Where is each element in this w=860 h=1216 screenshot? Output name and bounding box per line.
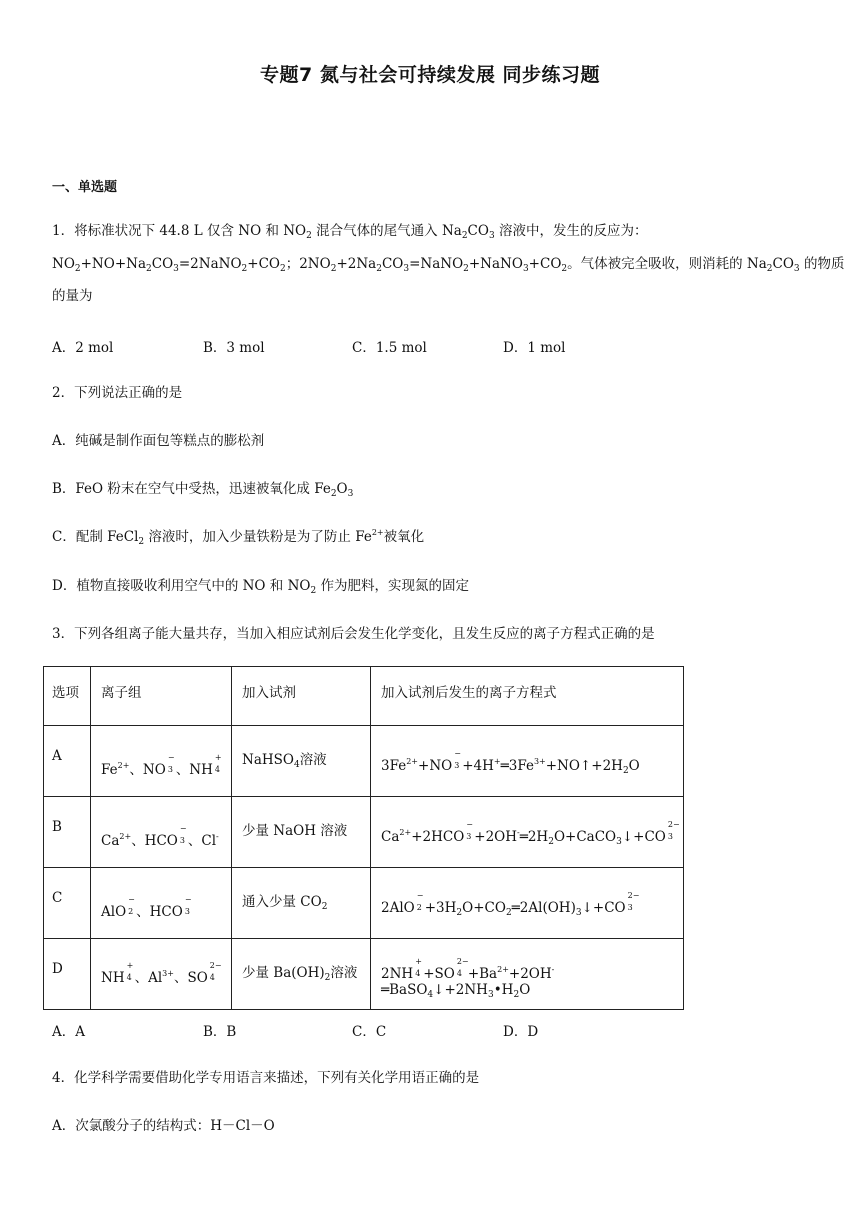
page-title: 专题7 氮与社会可持续发展 同步练习题 bbox=[260, 64, 600, 86]
q2-stem: 2．下列说法正确的是 bbox=[52, 385, 183, 401]
header-ion-group: 离子组 bbox=[101, 685, 142, 701]
row-a-reagent: NaHSO$_4$溶液 bbox=[242, 752, 327, 770]
q1-option-b: B．3 mol bbox=[203, 340, 265, 356]
q3-table bbox=[43, 666, 684, 1010]
q1-option-a: A．2 mol bbox=[52, 340, 114, 356]
q4-stem: 4．化学科学需要借助化学专用语言来描述，下列有关化学用语正确的是 bbox=[52, 1070, 480, 1086]
section-heading: 一、单选题 bbox=[52, 180, 118, 195]
row-b-equation: $Ca^{2+}+2HCO$ − 3 $+2OH^-═2H_2O+CaCO_3↓+CO$ 2− 3 bbox=[381, 820, 680, 847]
row-d-equation: 2NH + 4 +SO 2− 4 $+Ba^{2+}+2OH^-═BaSO_4↓+2NH_3•H_2O$ bbox=[381, 957, 555, 1000]
q2-option-a: A．纯碱是制作面包等糕点的膨松剂 bbox=[52, 433, 265, 449]
q3-option-c: C．C bbox=[352, 1024, 387, 1040]
q2-option-b: B．FeO 粉末在空气中受热，迅速被氧化成 $Fe_2O_3$ bbox=[52, 481, 354, 499]
q2-option-d: D．植物直接吸收利用空气中的 NO 和 $NO_2$ 作为肥料，实现氮的固定 bbox=[52, 578, 469, 596]
row-d-reagent: 少量 $Ba(OH)_2$溶液 bbox=[242, 965, 358, 983]
row-c-ions: AlO − 2 、HCO − 3 bbox=[101, 895, 192, 920]
q1-line3: 的量为 bbox=[52, 288, 93, 304]
q1-option-d: D．1 mol bbox=[503, 340, 566, 356]
q3-option-a: A．A bbox=[52, 1024, 85, 1040]
row-a-equation: $3Fe^{2+}+NO$ − 3 $+4H^+═3Fe^{3+}+NO↑+2H_2O$ bbox=[381, 749, 640, 776]
q2-option-c: C．配制 FeCl$_2$ 溶液时，加入少量铁粉是为了防止 $Fe^{2+}$被氧化 bbox=[52, 528, 425, 547]
table-row bbox=[44, 868, 684, 939]
q1-line1: 1．将标准状况下 44.8 L 仅含 NO 和 $NO_2$ 混合气体的尾气通入 $Na_2CO_3$ 溶液中，发生的反应为： bbox=[52, 223, 648, 241]
table-row bbox=[44, 726, 684, 797]
row-d-ions: NH + 4 、$Al^{3+}$、SO 2− 4 bbox=[101, 961, 222, 986]
table-row bbox=[44, 939, 684, 1010]
row-c-reagent: 通入少量 $CO_2$ bbox=[242, 894, 328, 912]
row-c-equation: 2AlO − 2 $+3H_2O+CO_2═2Al(OH)_3↓+CO$ 2− 3 bbox=[381, 891, 640, 918]
row-c-option: C bbox=[52, 890, 63, 906]
q3-stem: 3．下列各组离子能大量共存，当加入相应试剂后会发生化学变化，且发生反应的离子方程式正确的是 bbox=[52, 626, 655, 642]
row-b-option: B bbox=[52, 819, 62, 835]
q1-option-c: C．1.5 mol bbox=[352, 340, 427, 356]
row-a-ions: $Fe^{2+}$、NO − 3 、NH + 4 bbox=[101, 753, 222, 778]
q4-option-a: A．次氯酸分子的结构式：H－Cl－O bbox=[52, 1118, 275, 1134]
header-reagent: 加入试剂 bbox=[242, 685, 296, 701]
q3-option-b: B．B bbox=[203, 1024, 237, 1040]
row-b-ions: $Ca^{2+}$、HCO − 3 、Cl- bbox=[101, 824, 219, 849]
row-a-option: A bbox=[52, 748, 62, 764]
row-d-option: D bbox=[52, 961, 63, 977]
table-row bbox=[44, 797, 684, 868]
q1-line2: $NO_2+NO+Na_2CO_3=2NaNO_2+CO_2$；$2NO_2+2Na_2CO_3=NaNO_2+NaNO_3+CO_2$。气体被完全吸收，则消耗的 $Na_2CO_3$ 的物质 bbox=[52, 256, 845, 274]
table-header-row bbox=[44, 667, 684, 726]
header-equation: 加入试剂后发生的离子方程式 bbox=[381, 685, 557, 701]
header-option: 选项 bbox=[52, 685, 79, 701]
q3-option-d: D．D bbox=[503, 1024, 539, 1040]
row-b-reagent: 少量 NaOH 溶液 bbox=[242, 823, 348, 839]
